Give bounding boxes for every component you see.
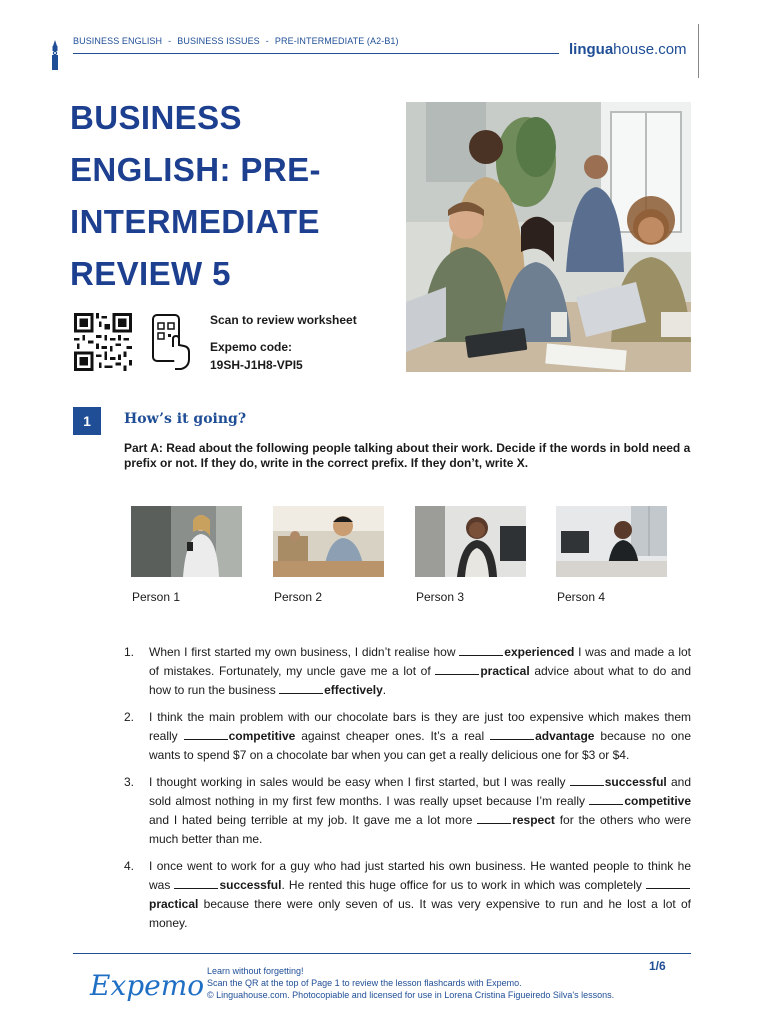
list-item: 3. I thought working in sales would be easy when I first started, but I was really successful and sold almost nothing in my first few months. I was really upset because I’m really competitive and I hated being terrible at my job. It gave me a lot more respect for the others who were much better than me. (124, 775, 692, 846)
answer-blank[interactable] (459, 644, 503, 656)
footer-text (207, 965, 614, 1001)
breadcrumb-item[interactable]: BUSINESS ENGLISH (73, 36, 163, 46)
breadcrumb-item[interactable]: PRE-INTERMEDIATE (A2-B1) (274, 36, 399, 46)
expemo-logo[interactable] (88, 965, 205, 1007)
footer-tagline: Learn without forgetting! (207, 966, 304, 976)
phone-scan-icon (151, 313, 191, 371)
header-edge-line (698, 24, 699, 78)
page-number: 1/6 (649, 959, 666, 973)
person-4-label: Person 4 (557, 590, 606, 604)
exercise-list (124, 643, 691, 941)
header-divider (73, 53, 559, 54)
hero-photo-team-meeting (406, 102, 691, 372)
scan-instructions (210, 311, 357, 374)
section-title: How’s it going? (124, 411, 247, 427)
qr-code-icon[interactable] (73, 313, 133, 371)
person-1-photo (131, 506, 242, 577)
part-a-instructions: Part A: Read about the following people talking about their work. Decide if the words in bold need a prefix or not. If they do, write in the correct prefix. If they don’t, write X. (124, 441, 691, 470)
expemo-code: 19SH-J1H8-VPI5 (210, 358, 303, 372)
answer-blank[interactable] (435, 663, 479, 675)
answer-blank[interactable] (279, 682, 323, 694)
big-ben-icon (50, 40, 60, 70)
footer-copyright: © Linguahouse.com. Photocopiable and licensed for use in Lorena Cristina Figueiredo Silva's lessons. (207, 990, 615, 1000)
person-2-photo (273, 506, 384, 577)
person-3-label: Person 3 (416, 590, 465, 604)
footer-divider (73, 953, 691, 954)
person-1-label: Person 1 (132, 590, 181, 604)
scan-label: Scan to review worksheet (210, 313, 357, 327)
answer-blank[interactable] (477, 812, 511, 824)
expemo-code-label: Expemo code: (210, 340, 293, 354)
answer-blank[interactable] (174, 877, 218, 889)
answer-blank[interactable] (184, 728, 228, 740)
section-number: 1 (73, 407, 101, 435)
footer-scan-note: Scan the QR at the top of Page 1 to review the lesson flashcards with Expemo. (207, 978, 522, 988)
answer-blank[interactable] (646, 877, 690, 889)
breadcrumb-item[interactable]: BUSINESS ISSUES (177, 36, 260, 46)
list-item: 2. I think the main problem with our chocolate bars is they are just too expensive which makes them really competitive against cheaper ones. It’s a real advantage because no one wants to spend $7 on a chocolate bar when you can get a really delicious one for $3 or $4. (124, 710, 692, 762)
linguahouse-logo[interactable]: linguahouse.com (569, 41, 687, 58)
breadcrumb: BUSINESS ENGLISH - BUSINESS ISSUES - PRE-INTERMEDIATE (A2-B1) (73, 36, 399, 46)
answer-blank[interactable] (570, 774, 604, 786)
person-3-photo (415, 506, 526, 577)
page-title: BUSINESS ENGLISH: PRE- INTERMEDIATE REVIEW 5 (70, 99, 321, 292)
list-item: 1. When I first started my own business, I didn’t realise how experienced I was and made a lot of mistakes. Fortunately, my uncle gave me a lot of practical advice about what to do and how to run the business effectively. (124, 645, 691, 697)
person-2-label: Person 2 (274, 590, 323, 604)
answer-blank[interactable] (490, 728, 534, 740)
svg-text:Expemo: Expemo (90, 969, 205, 1002)
answer-blank[interactable] (589, 793, 623, 805)
list-item: 4. I once went to work for a guy who had just started his own business. He wanted people to think he was successful. He rented this huge office for us to work in which was completely practical because there were only seven of us. It was very expensive to run and he lost a lot of money. (124, 859, 691, 930)
person-4-photo (556, 506, 667, 577)
